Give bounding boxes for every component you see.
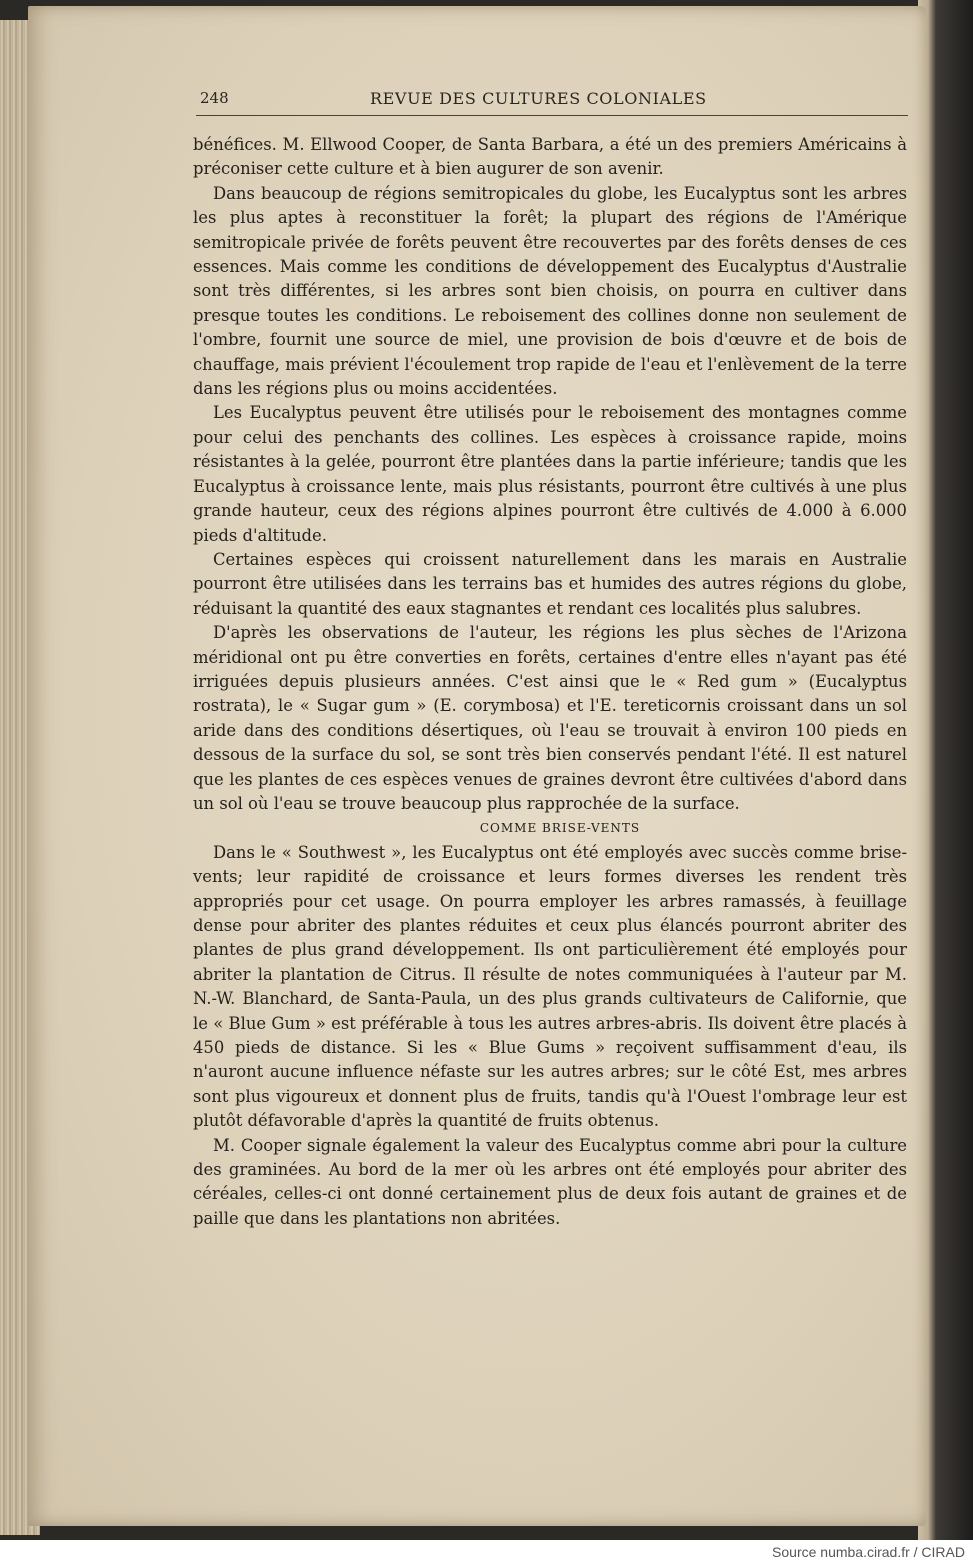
header-rule <box>196 115 908 116</box>
body-text <box>193 133 907 1231</box>
source-credit: Source numba.cirad.fr / CIRAD <box>772 1544 965 1560</box>
paragraph: D'après les observations de l'auteur, les régions les plus sèches de l'Arizona méridional ont pu être converties en forêts, certaines d'entre elles n'ayant pas été irriguées depuis plusieurs années. C'est ainsi que le « Red gum » (Eucalyptus rostrata), le « Sugar gum » (E. corymbosa) et l'E. tereticornis croissant dans un sol aride dans des conditions désertiques, où l'eau se trouvait à environ 100 pieds en dessous de la surface du sol, se sont très bien conservés pendant l'été. Il est naturel que les plantes de ces espèces venues de graines devront être cultivées d'abord dans un sol où l'eau se trouve beaucoup plus rapprochée de la surface. <box>193 623 907 813</box>
paragraph: Certaines espèces qui croissent naturellement dans les marais en Australie pourront être utilisées dans les terrains bas et humides des autres régions du globe, réduisant la quantité des eaux stagnantes et rendant ces localités plus salubres. <box>193 549 907 618</box>
paragraph: Dans le « Southwest », les Eucalyptus ont été employés avec succès comme brise-vents; leur rapidité de croissance et leurs formes diverses les rendent très appropriés pour cet usage. On pourra employer les arbres ramassés, à feuillage dense pour abriter des plantes réduites et ceux plus élancés pourront abriter des plantes de plus grand développement. Ils ont particulièrement été employés pour abriter la plantation de Citrus. Il résulte de notes communiquées à l'auteur par M. N.-W. Blanchard, de Santa-Paula, un des plus grands cultivateurs de Californie, que le « Blue Gum » est préférable à tous les autres arbres-abris. Ils doivent être placés à 450 pieds de distance. Si les « Blue Gums » reçoivent suffisamment d'eau, ils n'auront aucune influence néfaste sur les autres arbres; sur le côté Est, mes arbres sont plus vigoureux et donnent plus de fruits, tandis qu'à l'Ouest l'ombrage leur est plutôt défavorable d'après la quantité de fruits obtenus. <box>193 842 907 1131</box>
paragraph: Dans beaucoup de régions semitropicales du globe, les Eucalyptus sont les arbres les plus aptes à reconstituer la forêt; la plupart des régions de l'Amérique semitropicale privée de forêts peuvent être recouvertes par des forêts denses de ces essences. Mais comme les conditions de développement des Eucalyptus d'Australie sont très différentes, si les arbres sont bien choisis, on pourra en cultiver dans presque toutes les conditions. Le reboisement des collines donne non seulement de l'ombre, fournit une source de miel, une provision de bois d'œuvre et de bois de chauffage, mais prévient l'écoulement trop rapide de l'eau et l'enlèvement de la terre dans les régions plus ou moins accidentées. <box>193 183 907 399</box>
page-number: 248 <box>200 89 229 107</box>
paragraph: Les Eucalyptus peuvent être utilisés pour le reboisement des montagnes comme pour celui des penchants des collines. Les espèces à croissance rapide, moins résistantes à la gelée, pourront être plantées dans la partie inférieure; tandis que les Eucalyptus à croissance lente, mais plus résistants, pourront être cultivés à une plus grande hauteur, ceux des régions alpines pourront être cultivés de 4.000 à 6.000 pieds d'altitude. <box>193 403 907 545</box>
paragraph: M. Cooper signale également la valeur des Eucalyptus comme abri pour la culture des graminées. Au bord de la mer où les arbres ont été employés pour abriter des céréales, celles-ci ont donné certainement plus de deux fois autant de graines et de paille que dans les plantations non abritées. <box>193 1135 907 1228</box>
section-heading: COMME BRISE-VENTS <box>479 821 641 836</box>
paragraph: bénéfices. M. Ellwood Cooper, de Santa Barbara, a été un des premiers Américains à préconiser cette culture et à bien augurer de son avenir. <box>193 135 907 179</box>
running-head <box>200 89 906 113</box>
book-binding-edge <box>918 0 973 1540</box>
journal-title: REVUE DES CULTURES COLONIALES <box>370 89 707 108</box>
